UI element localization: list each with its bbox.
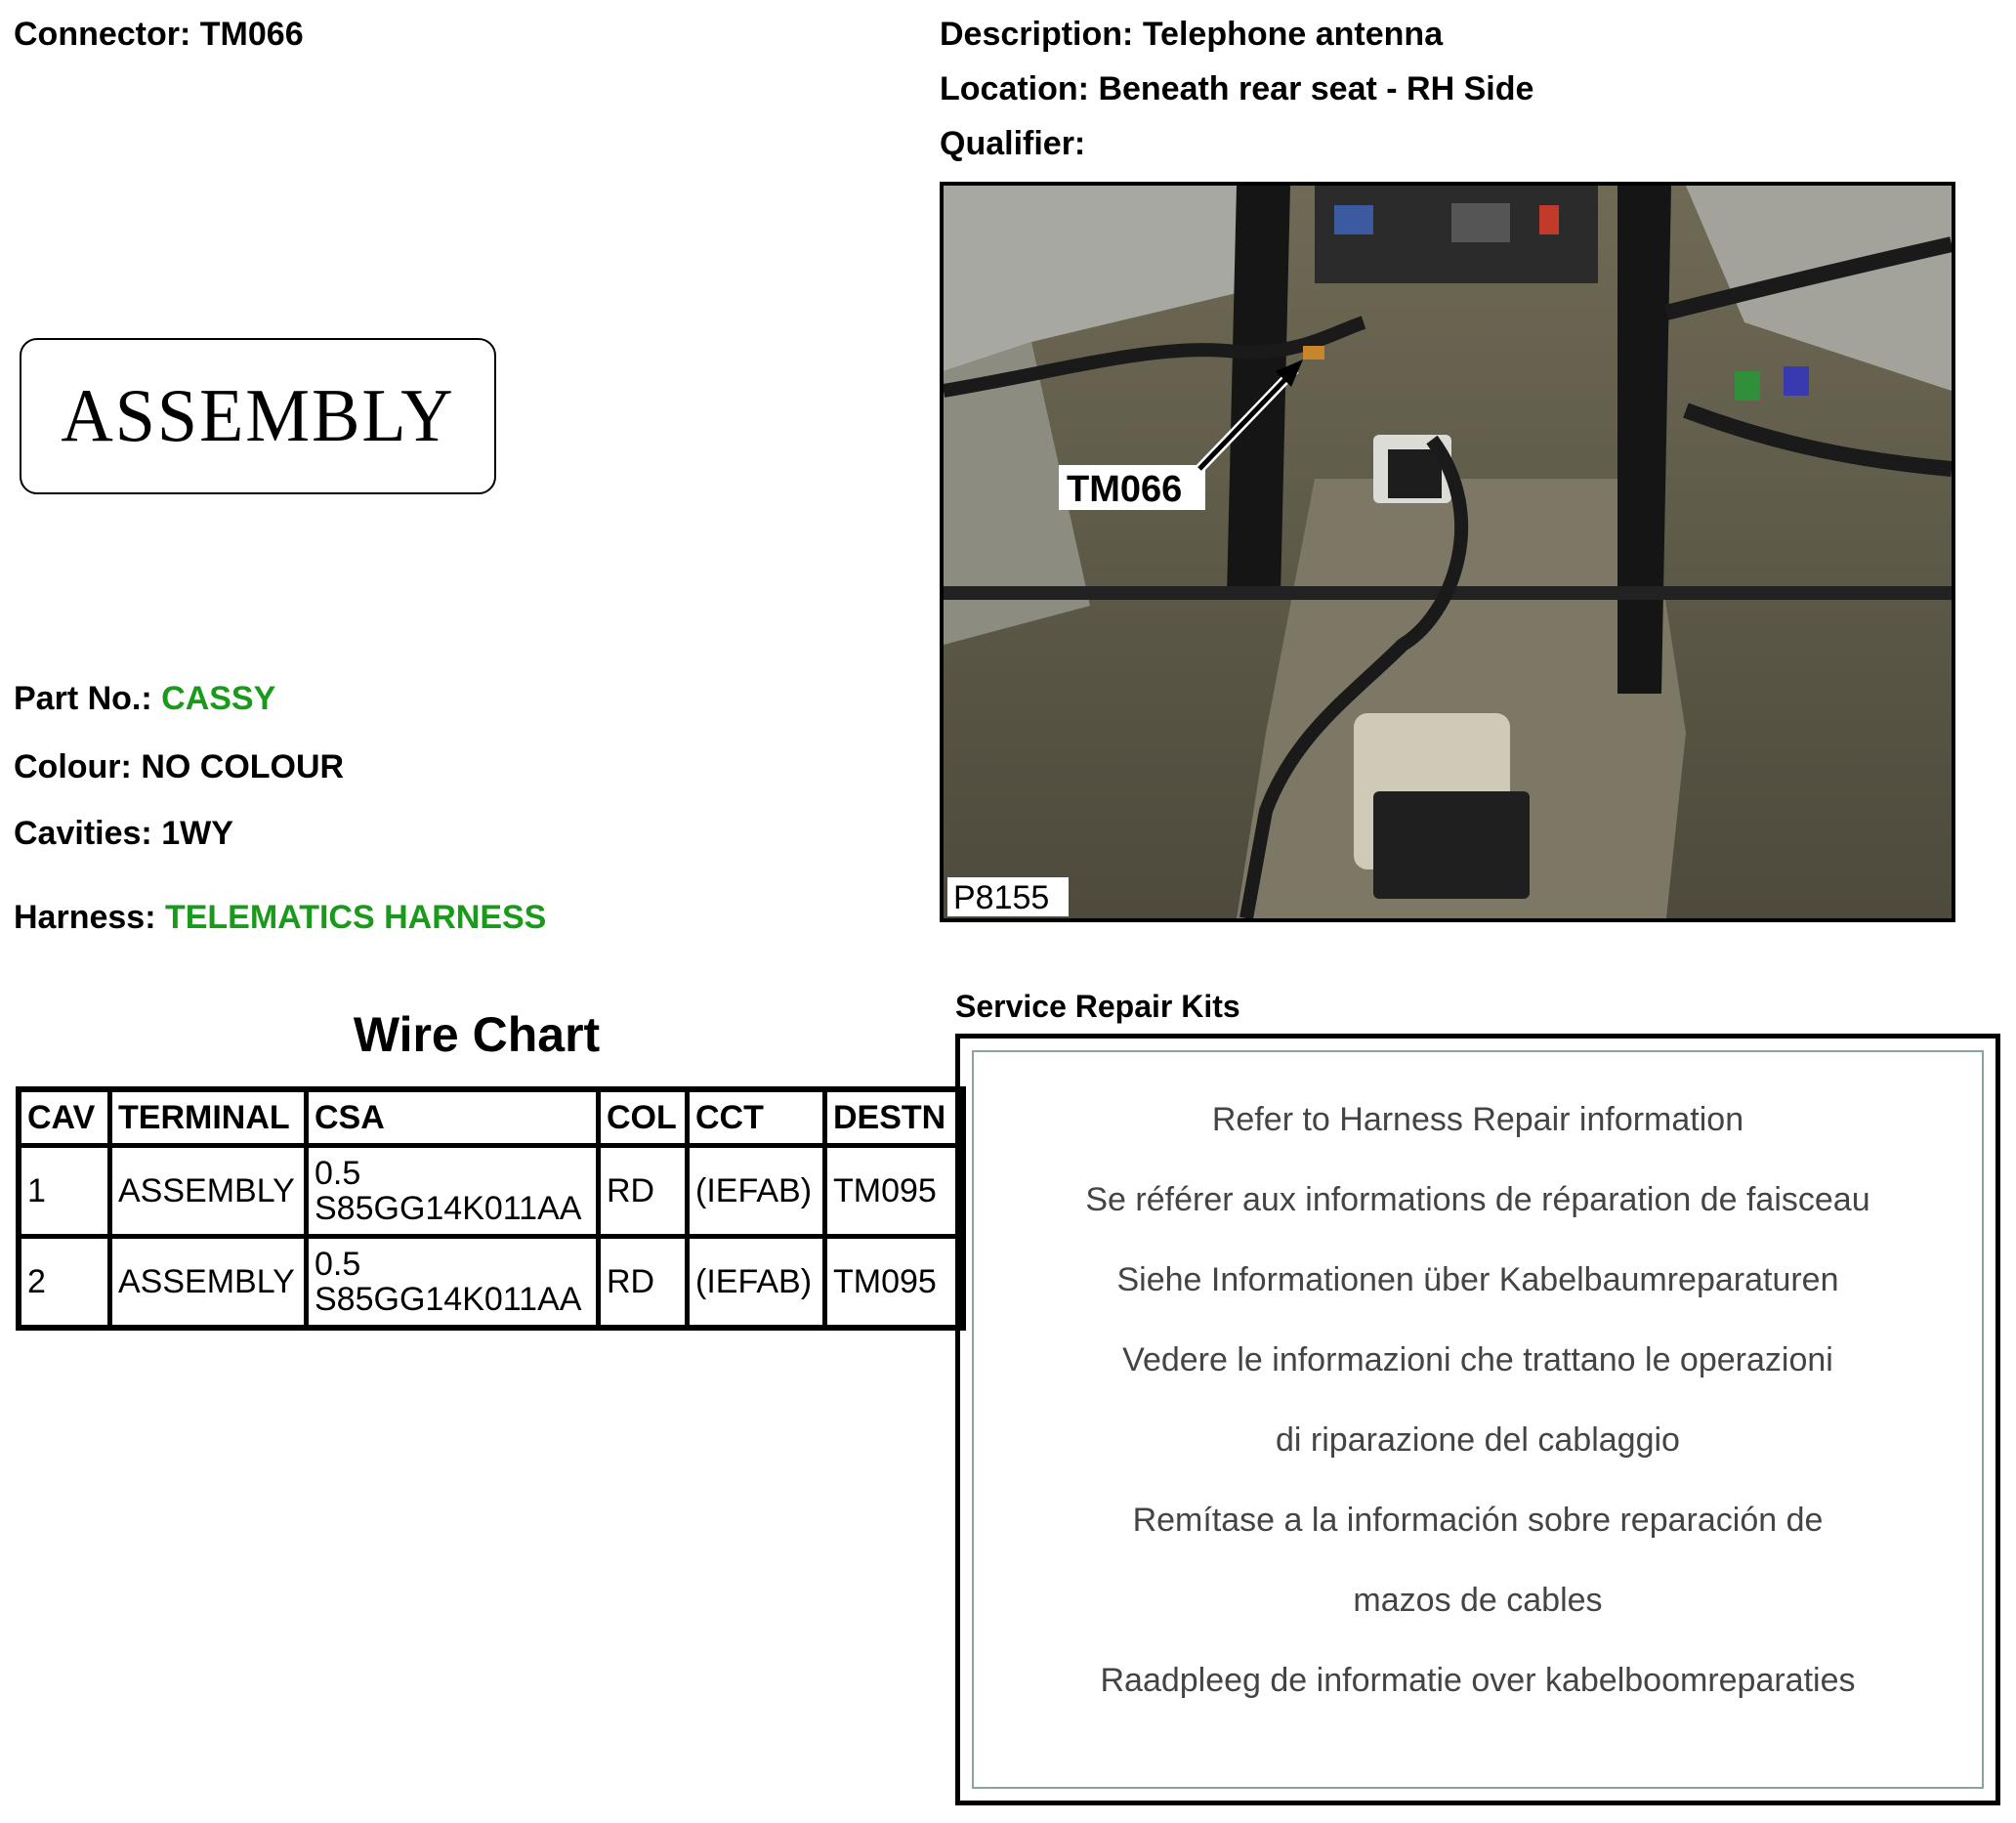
- header-terminal: TERMINAL: [110, 1089, 307, 1146]
- service-repair-kits-inner: [972, 1050, 1984, 1789]
- cell-csa: [307, 1237, 599, 1329]
- module-box: [1373, 791, 1530, 899]
- colour-value: NO COLOUR: [141, 748, 345, 785]
- assembly-label: ASSEMBLY: [61, 373, 455, 458]
- repair-info-line: Se référer aux informations de réparation de faisceau: [1085, 1181, 1870, 1218]
- cell-cav: 1: [19, 1146, 110, 1237]
- header-destn: DESTN: [825, 1089, 964, 1146]
- table-row: [19, 1237, 963, 1329]
- red-fuse: [1539, 205, 1559, 234]
- green-connector: [1735, 371, 1760, 401]
- location-field: [940, 70, 1533, 108]
- connector-field: [14, 16, 304, 54]
- table-row: [19, 1146, 963, 1237]
- harness-label: Harness:: [14, 899, 156, 936]
- wire-chart-table: [16, 1086, 966, 1331]
- csa-size: 0.5: [315, 1246, 361, 1283]
- part-no-field: [14, 680, 275, 718]
- harness-field: [14, 899, 546, 937]
- cell-terminal: ASSEMBLY: [110, 1146, 307, 1237]
- qualifier-field: [940, 125, 1085, 163]
- part-no-link[interactable]: CASSY: [161, 680, 276, 717]
- cell-destn[interactable]: TM095: [825, 1237, 964, 1329]
- connector-value: TM066: [199, 16, 304, 53]
- service-repair-kits-box: [955, 1034, 2000, 1805]
- part-no-label: Part No.:: [14, 680, 152, 717]
- harness-link[interactable]: TELEMATICS HARNESS: [164, 899, 547, 936]
- header-cav: CAV: [19, 1089, 110, 1146]
- relay: [1451, 203, 1510, 242]
- colour-field: [14, 748, 344, 786]
- assembly-diagram: [20, 338, 496, 494]
- description-field: [940, 16, 1443, 54]
- csa-size: 0.5: [315, 1155, 361, 1192]
- description-label: Description:: [940, 16, 1134, 53]
- wire-chart-header-row: [19, 1089, 963, 1146]
- cell-destn[interactable]: TM095: [825, 1146, 964, 1237]
- description-value: Telephone antenna: [1142, 16, 1444, 53]
- cavities-label: Cavities:: [14, 815, 152, 852]
- repair-info-line: Siehe Informationen über Kabelbaumreparaturen: [1116, 1261, 1839, 1298]
- csa-part: S85GG14K011AA: [315, 1190, 582, 1227]
- repair-info-line: Remítase a la información sobre reparación de: [1132, 1502, 1824, 1539]
- photo-illustration: [944, 186, 1952, 918]
- header-cct: CCT: [688, 1089, 825, 1146]
- header-csa: CSA: [307, 1089, 599, 1146]
- location-photo: [940, 182, 1955, 922]
- cell-cav: 2: [19, 1237, 110, 1329]
- header-col: COL: [599, 1089, 688, 1146]
- cell-cct: (IEFAB): [688, 1237, 825, 1329]
- repair-info-line: Raadpleeg de informatie over kabelboomreparaties: [1100, 1662, 1856, 1699]
- repair-info-line: Vedere le informazioni che trattano le operazioni: [1122, 1341, 1833, 1378]
- blue-relay: [1334, 205, 1373, 234]
- cell-cct: (IEFAB): [688, 1146, 825, 1237]
- tm066-connector: [1303, 346, 1324, 360]
- repair-info-line: di riparazione del cablaggio: [1276, 1421, 1680, 1459]
- cell-col: RD: [599, 1146, 688, 1237]
- location-label: Location:: [940, 70, 1089, 107]
- repair-info-line: mazos de cables: [1353, 1582, 1603, 1619]
- blue-connector: [1784, 366, 1809, 396]
- connector-label: Connector:: [14, 16, 191, 53]
- small-module: [1388, 449, 1442, 498]
- cell-col: RD: [599, 1237, 688, 1329]
- service-repair-kits-title: Service Repair Kits: [955, 989, 1240, 1024]
- qualifier-label: Qualifier:: [940, 125, 1086, 162]
- wire-chart-title: Wire Chart: [353, 1007, 601, 1062]
- cell-csa: [307, 1146, 599, 1237]
- callout-label: TM066: [1067, 469, 1183, 510]
- colour-label: Colour:: [14, 748, 132, 785]
- location-value: Beneath rear seat - RH Side: [1098, 70, 1534, 107]
- repair-info-line: Refer to Harness Repair information: [1211, 1101, 1744, 1138]
- photo-ref: P8155: [953, 879, 1050, 916]
- cell-terminal: ASSEMBLY: [110, 1237, 307, 1329]
- cavities-value: 1WY: [161, 815, 233, 852]
- cavities-field: [14, 815, 233, 853]
- csa-part: S85GG14K011AA: [315, 1281, 582, 1318]
